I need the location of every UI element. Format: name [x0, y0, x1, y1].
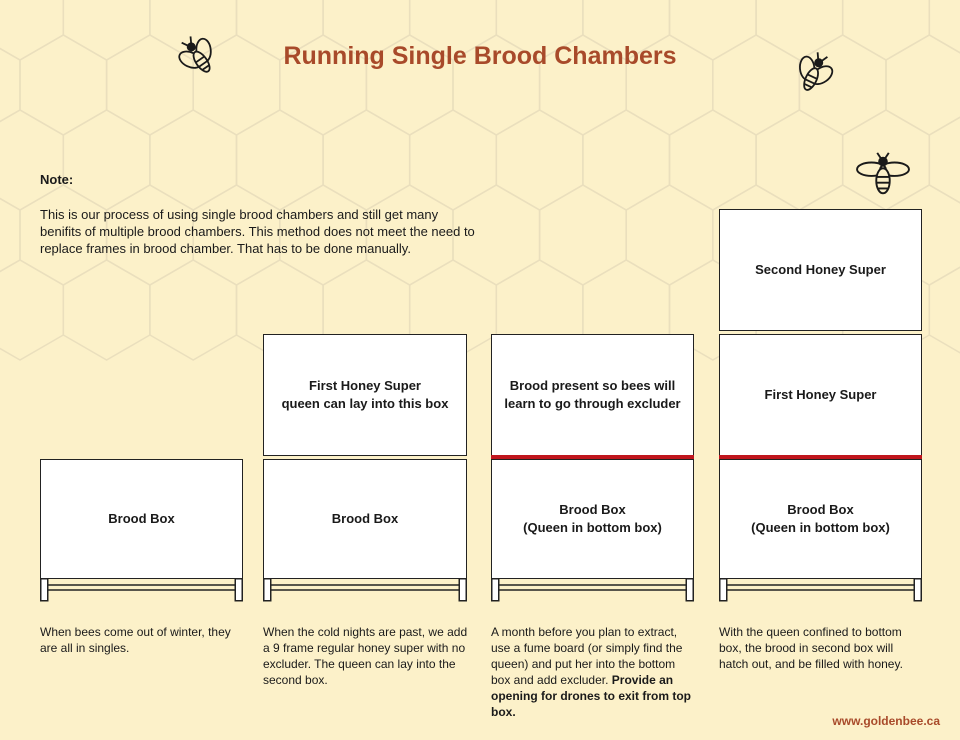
- box-label-line1: First Honey Super: [309, 378, 421, 393]
- website-link[interactable]: www.goldenbee.ca: [832, 714, 940, 728]
- box-label-line1: Brood Box: [787, 502, 854, 517]
- hive-stand: [491, 578, 694, 602]
- box-label-line1: Brood present so bees will: [509, 378, 676, 393]
- box-label-line2: queen can lay into this box: [281, 396, 449, 411]
- box-label: First Honey Super: [764, 387, 877, 402]
- stage1-brood-box: [40, 459, 243, 579]
- stage2-brood-box: [263, 459, 467, 579]
- page-title: Running Single Brood Chambers: [283, 42, 677, 70]
- stage3-caption: [491, 624, 696, 720]
- stage4-second-honey-super: [719, 209, 922, 331]
- box-label-line2: (Queen in bottom box): [751, 520, 890, 535]
- note-text: This is our process of using single brood chambers and still get many benifits of multiple brood chambers. This method does not meet the need to replace frames in brood chamber. That has to be done manually.: [40, 207, 475, 256]
- hive-stand: [719, 578, 922, 602]
- note-heading: Note:: [40, 172, 74, 187]
- stage4-first-honey-super: [719, 334, 922, 456]
- box-label: Brood Box: [108, 511, 175, 526]
- box-label: Brood Box: [331, 511, 399, 526]
- hive-stand: [263, 578, 467, 602]
- hive-stand: [40, 578, 243, 602]
- stage2-first-honey-super: [263, 334, 467, 456]
- stage4-brood-box: [719, 459, 922, 579]
- stage3-first-honey-super: [491, 334, 694, 456]
- caption-text: A month before you plan to extract, use a fume board (or simply find the queen) and put her into the bottom box and add excluder.: [491, 625, 683, 687]
- bee-icon: [172, 28, 226, 88]
- box-label-line2: learn to go through excluder: [504, 396, 681, 411]
- box-label: Second Honey Super: [755, 262, 886, 277]
- stage1-caption: When bees come out of winter, they are all in singles.: [40, 625, 231, 655]
- box-label-line1: Brood Box: [559, 502, 626, 517]
- caption-bold-text: Provide an opening for drones to exit from top box.: [491, 673, 691, 719]
- box-label-line2: (Queen in bottom box): [523, 520, 662, 535]
- stage3-brood-box: [491, 459, 694, 579]
- bee-icon: [852, 150, 914, 200]
- stage2-caption: When the cold nights are past, we add a 9 frame regular honey super with no excluder. The queen can lay into the second box.: [263, 625, 468, 687]
- bee-icon: [786, 44, 840, 106]
- stage4-caption: With the queen confined to bottom box, the brood in second box will hatch out, and be filled with honey.: [719, 625, 903, 671]
